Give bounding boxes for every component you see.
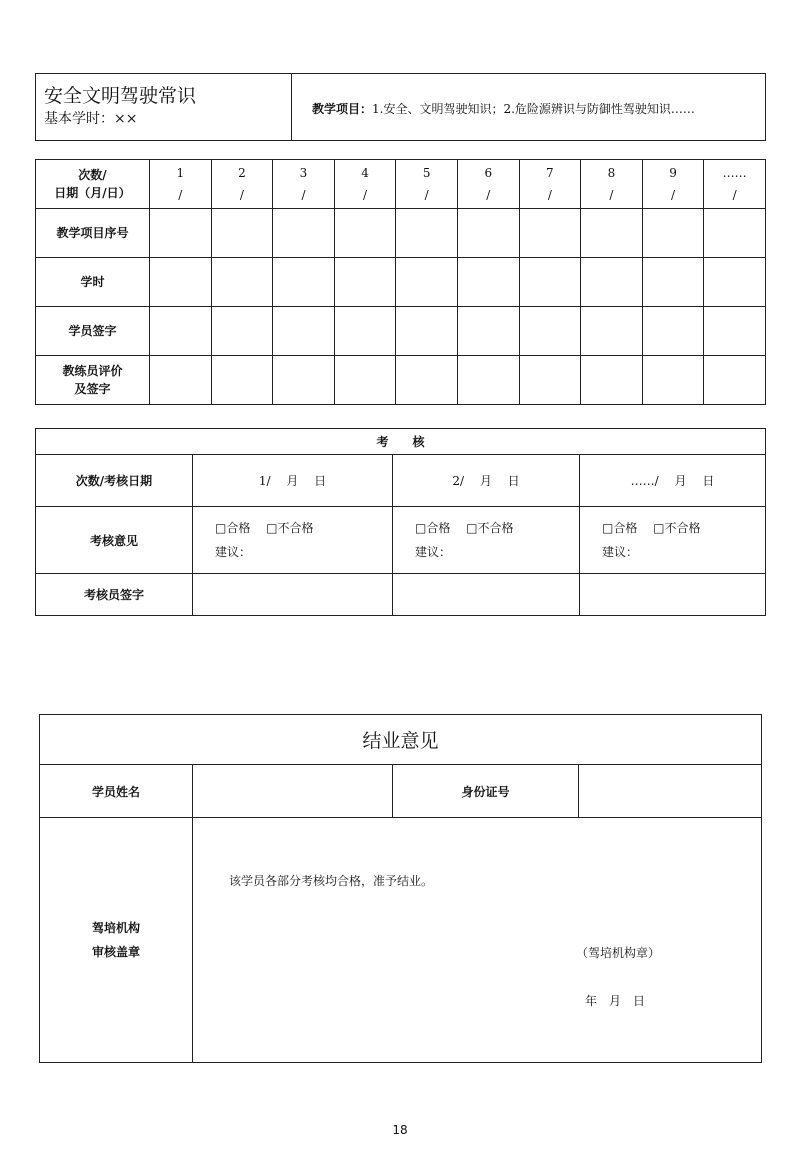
session-header-line1: 次数/ [78, 168, 107, 182]
teaching-items [292, 102, 695, 116]
id-number-label: 身份证号 [393, 765, 579, 818]
completion-title: 结业意见 [40, 715, 762, 765]
completion-table [39, 714, 762, 1063]
completion-statement: 该学员各部分考核均合格，准予结业。 [229, 874, 434, 888]
session-date-header [36, 160, 150, 209]
suggestion-label: 建议： [602, 545, 639, 559]
examiner-signature-more [580, 574, 766, 616]
assessment-date-label: 次数/考核日期 [36, 455, 193, 507]
pass-checkbox[interactable]: □合格 [415, 521, 451, 535]
assessment-opinion-more [580, 507, 766, 574]
id-number-value [579, 765, 762, 818]
attendance-table [35, 159, 766, 405]
session-col-6: 6 / [457, 160, 519, 209]
assessment-date-2: 2/ 月 日 [393, 455, 580, 507]
student-name-value [193, 765, 393, 818]
attendance-header-row [36, 160, 766, 209]
table-row [36, 209, 766, 258]
pass-checkbox[interactable]: □合格 [215, 521, 251, 535]
session-col-8: 8 / [581, 160, 643, 209]
session-col-4: 4 / [334, 160, 396, 209]
assessment-table [35, 428, 766, 616]
completion-date: 年 月 日 [585, 994, 646, 1008]
assessment-opinion-label: 考核意见 [36, 507, 193, 574]
suggestion-label: 建议： [215, 545, 252, 559]
page-number: 18 [392, 1123, 408, 1137]
session-col-1: 1 / [150, 160, 212, 209]
course-name: 安全文明驾驶常识 [44, 85, 197, 107]
course-title-cell [36, 74, 292, 141]
teaching-items-label: 教学项目： [312, 101, 373, 116]
completion-statement-cell [193, 818, 762, 1063]
institution-seal: （驾培机构章） [576, 946, 661, 960]
row-label-instructor-evaluation: 教练员评价 及签字 [36, 356, 150, 405]
teaching-items-cell [292, 74, 766, 141]
row-label-item-number: 教学项目序号 [36, 209, 150, 258]
teaching-items-text: 1.安全、文明驾驶知识；2.危险源辨识与防御性驾驶知识…… [372, 101, 695, 116]
assessment-opinion-1 [193, 507, 393, 574]
assessment-date-1: 1/ 月 日 [193, 455, 393, 507]
pass-checkbox[interactable]: □合格 [602, 521, 638, 535]
session-col-more: …… / [704, 160, 766, 209]
row-label-hours: 学时 [36, 258, 150, 307]
examiner-signature-2 [393, 574, 580, 616]
session-col-7: 7 / [519, 160, 581, 209]
session-col-2: 2 / [211, 160, 273, 209]
session-col-9: 9 / [642, 160, 704, 209]
examiner-signature-label: 考核员签字 [36, 574, 193, 616]
table-row [36, 307, 766, 356]
session-col-3: 3 / [273, 160, 335, 209]
student-name-label: 学员姓名 [40, 765, 193, 818]
assessment-date-more: ……/ 月 日 [580, 455, 766, 507]
session-col-5: 5 / [396, 160, 458, 209]
course-header-box [35, 73, 766, 141]
table-row [36, 258, 766, 307]
row-label-student-signature: 学员签字 [36, 307, 150, 356]
examiner-signature-1 [193, 574, 393, 616]
session-header-line2: 日期（月/日） [54, 186, 131, 200]
institution-seal-label: 驾培机构 审核盖章 [40, 818, 193, 1063]
fail-checkbox[interactable]: □不合格 [266, 521, 314, 535]
basic-hours: 基本学时：×× [44, 111, 138, 127]
assessment-title: 考 核 [36, 429, 766, 455]
table-row [36, 356, 766, 405]
fail-checkbox[interactable]: □不合格 [653, 521, 701, 535]
suggestion-label: 建议： [415, 545, 452, 559]
assessment-opinion-2 [393, 507, 580, 574]
fail-checkbox[interactable]: □不合格 [466, 521, 514, 535]
